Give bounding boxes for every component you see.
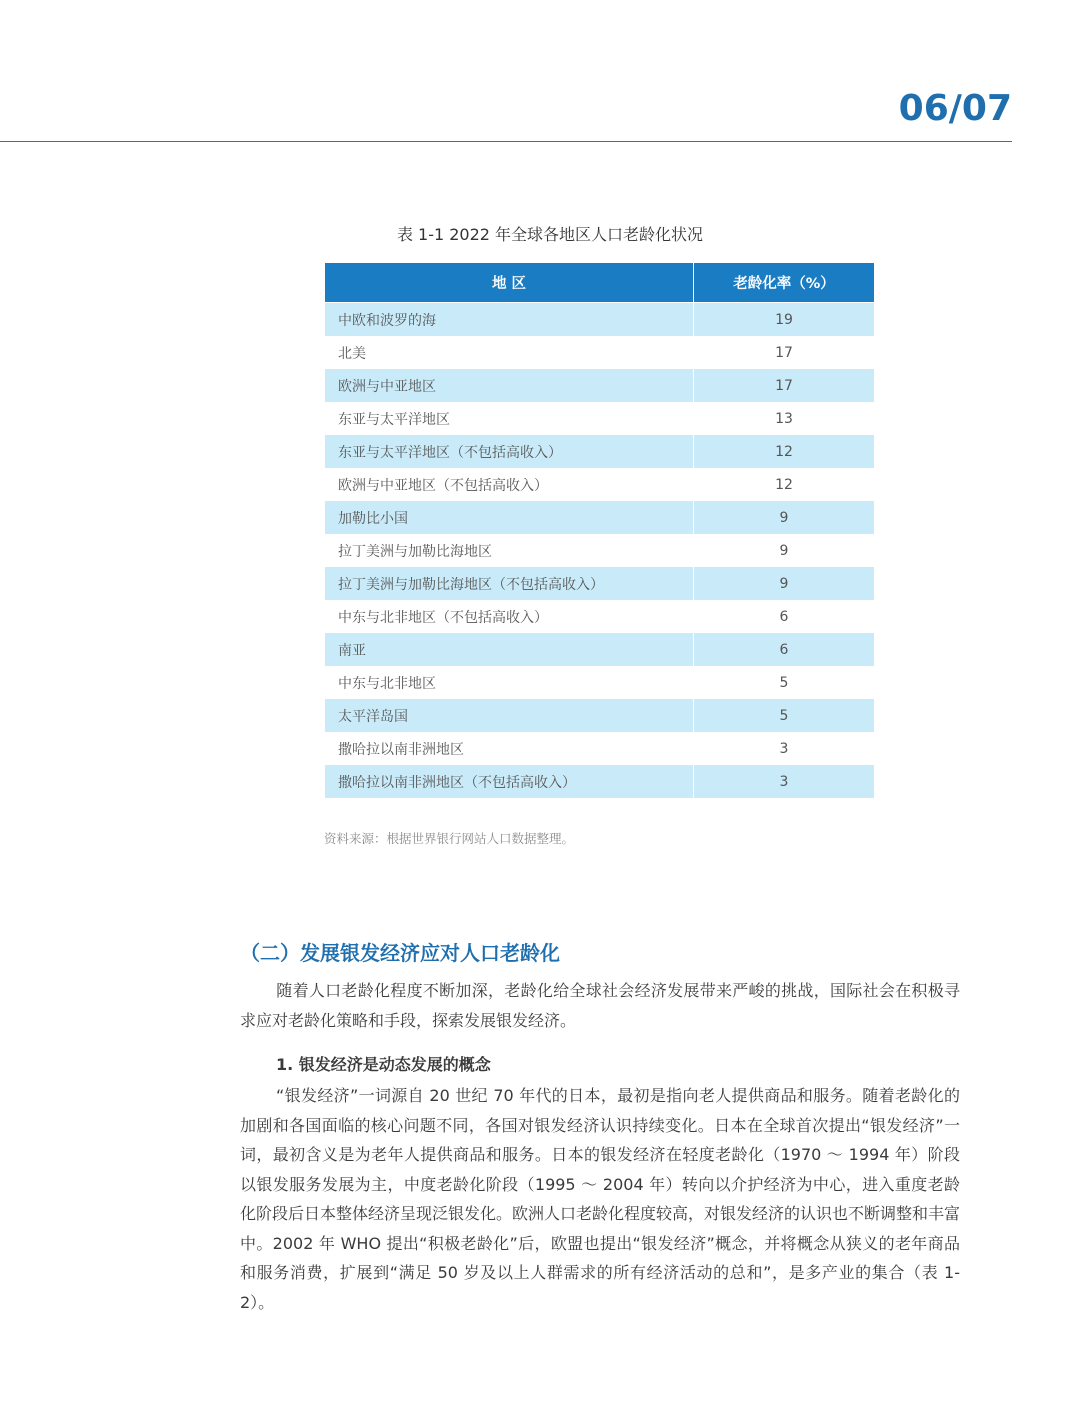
table-row [325,369,875,402]
body-paragraph-text: “银发经济”一词源自 20 世纪 70 年代的日本，最初是指向老人提供商品和服务。随着老龄化的加剧和各国面临的核心问题不同，各国对银发经济认识持续变化。日本在全球首次提出“银发经济”一词，最初含义是为老年人提供商品和服务。日本的银发经济在轻度老龄化（1970 ～ 1994 年）阶段以银发服务发展为主，中度老龄化阶段（1995 ～ 2004 年）转向以介护经济为中心，进入重度老龄化阶段后日本整体经济呈现泛银发化。欧洲人口老龄化程度较高，对银发经济的认识也不断调整和丰富中。2002 年 WHO 提出“积极老龄化”后，欧盟也提出“银发经济”概念，并将概念从狭义的老年商品和服务消费，扩展到“满足 50 岁及以上人群需求的所有经济活动的总和”，是多产业的集合（表 1-2）。 [240,1086,961,1312]
table-row [325,402,875,435]
intro-paragraph [240,976,960,1035]
table-row [325,600,875,633]
aging-rate-cell: 9 [694,567,875,600]
aging-rate-cell: 5 [694,699,875,732]
aging-rate-cell: 5 [694,666,875,699]
region-cell: 撒哈拉以南非洲地区 [325,732,694,765]
table-row [325,534,875,567]
table-row [325,633,875,666]
table-row [325,732,875,765]
aging-rate-cell: 12 [694,435,875,468]
aging-rate-cell: 12 [694,468,875,501]
table-body [325,303,875,799]
aging-rate-cell: 3 [694,732,875,765]
aging-rate-cell: 3 [694,765,875,798]
aging-rate-table [324,263,875,798]
table-row [325,666,875,699]
table-row [325,501,875,534]
aging-rate-cell: 13 [694,402,875,435]
aging-rate-cell: 9 [694,501,875,534]
aging-rate-cell: 17 [694,369,875,402]
region-cell: 中东与北非地区（不包括高收入） [325,600,694,633]
aging-rate-cell: 19 [694,303,875,337]
body-paragraph [240,1081,960,1317]
region-cell: 中欧和波罗的海 [325,303,694,337]
region-cell: 欧洲与中亚地区 [325,369,694,402]
table-row [325,765,875,798]
region-cell: 拉丁美洲与加勒比海地区 [325,534,694,567]
table-caption: 表 1-1 2022 年全球各地区人口老龄化状况 [396,225,704,244]
region-cell: 东亚与太平洋地区（不包括高收入） [325,435,694,468]
region-cell: 欧洲与中亚地区（不包括高收入） [325,468,694,501]
column-header-region: 地 区 [325,263,694,303]
region-cell: 加勒比小国 [325,501,694,534]
table-row [325,567,875,600]
table-row [325,435,875,468]
page-number: 06/07 [898,88,1012,129]
aging-rate-cell: 6 [694,600,875,633]
aging-rate-cell: 6 [694,633,875,666]
table-row [325,468,875,501]
region-cell: 中东与北非地区 [325,666,694,699]
aging-rate-cell: 9 [694,534,875,567]
intro-paragraph-text: 随着人口老龄化程度不断加深，老龄化给全球社会经济发展带来严峻的挑战，国际社会在积极寻求应对老龄化策略和手段，探索发展银发经济。 [240,981,960,1030]
column-header-rate: 老龄化率（%） [694,263,875,303]
header-divider [0,141,1012,142]
region-cell: 太平洋岛国 [325,699,694,732]
table-row [325,336,875,369]
table-row [325,303,875,337]
table-source-note: 资料来源：根据世界银行网站人口数据整理。 [324,831,575,846]
region-cell: 南亚 [325,633,694,666]
aging-rate-cell: 17 [694,336,875,369]
region-cell: 东亚与太平洋地区 [325,402,694,435]
region-cell: 拉丁美洲与加勒比海地区（不包括高收入） [325,567,694,600]
section-heading: （二）发展银发经济应对人口老龄化 [240,941,560,965]
region-cell: 撒哈拉以南非洲地区（不包括高收入） [325,765,694,798]
region-cell: 北美 [325,336,694,369]
table-row [325,699,875,732]
subsection-heading: 1. 银发经济是动态发展的概念 [276,1055,491,1074]
table-header-row [325,263,875,303]
